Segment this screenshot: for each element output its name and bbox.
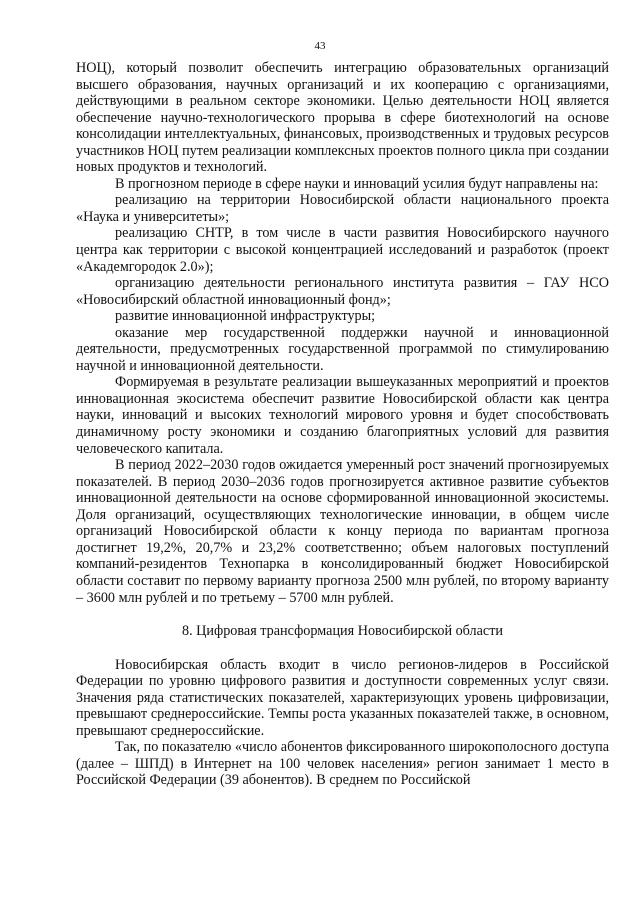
list-item: реализацию на территории Новосибирской области национального проекта «Наука и университеты»; <box>76 192 609 225</box>
list-item: реализацию СНТР, в том числе в части развития Новосибирского научного центра как территории с высокой концентрацией исследований и разработок (проект «Академгородок 2.0»); <box>76 225 609 275</box>
paragraph: В период 2022–2030 годов ожидается умеренный рост значений прогнозируемых показателей. В период 2030–2036 годов прогнозируется активное развитие субъектов инновационной деятельности на основе сформированной инновационной экосистемы. Доля организаций, осуществляющих технологические инновации, в общем числе организаций Новосибирской области к концу периода по вариантам прогноза достигнет 19,2%, 20,7% и 23,2% соответственно; объем налоговых поступлений компаний-резидентов Технопарка в консолидированный бюджет Новосибирской области составит по первому варианту прогноза 2500 млн рублей, по второму варианту – 3600 млн рублей и по третьему – 5700 млн рублей. <box>76 457 609 606</box>
paragraph: Так, по показателю «число абонентов фиксированного широкополосного доступа (далее – ШПД) в Интернет на 100 человек населения» регион занимает 1 место в Российской Федерации (39 абонентов). В среднем по Российской <box>76 739 609 789</box>
page-number: 43 <box>314 40 326 52</box>
list-item: организацию деятельности регионального института развития – ГАУ НСО «Новосибирский областной инновационный фонд»; <box>76 275 609 308</box>
section-heading: 8. Цифровая трансформация Новосибирской области <box>181 623 504 640</box>
paragraph: НОЦ), который позволит обеспечить интеграцию образовательных организаций высшего образования, научных организаций и их кооперацию с организациями, действующими в реальном секторе экономики. Целью деятельности НОЦ является обеспечение научно-технологического прорыва в сфере биотехнологий на основе консолидации интеллектуальных, финансовых, производственных и трудовых ресурсов участников НОЦ путем реализации комплексных проектов полного цикла при создании новых продуктов и технологий. <box>76 60 609 176</box>
list-item: развитие инновационной инфраструктуры; <box>115 308 376 325</box>
paragraph: Новосибирская область входит в число регионов-лидеров в Российской Федерации по уровню цифрового развития и доступности современных услуг связи. Значения ряда статистических показателей, характеризующих уровень цифровизации, превышают среднероссийские. Темпы роста указанных показателей также, в основном, превышают среднероссийские. <box>76 656 609 739</box>
paragraph: В прогнозном периоде в сфере науки и инноваций усилия будут направлены на: <box>115 175 599 192</box>
list-item: оказание мер государственной поддержки научной и инновационной деятельности, предусмотренных государственной программой по стимулированию научной и инновационной деятельности. <box>76 324 609 374</box>
document-body <box>76 60 609 789</box>
paragraph: Формируемая в результате реализации вышеуказанных мероприятий и проектов инновационная экосистема обеспечит развитие Новосибирской области как центра науки, инноваций и высоких технологий мирового уровня и будет способствовать динамичному росту экономики и созданию благоприятных условий для развития человеческого капитала. <box>76 374 609 457</box>
